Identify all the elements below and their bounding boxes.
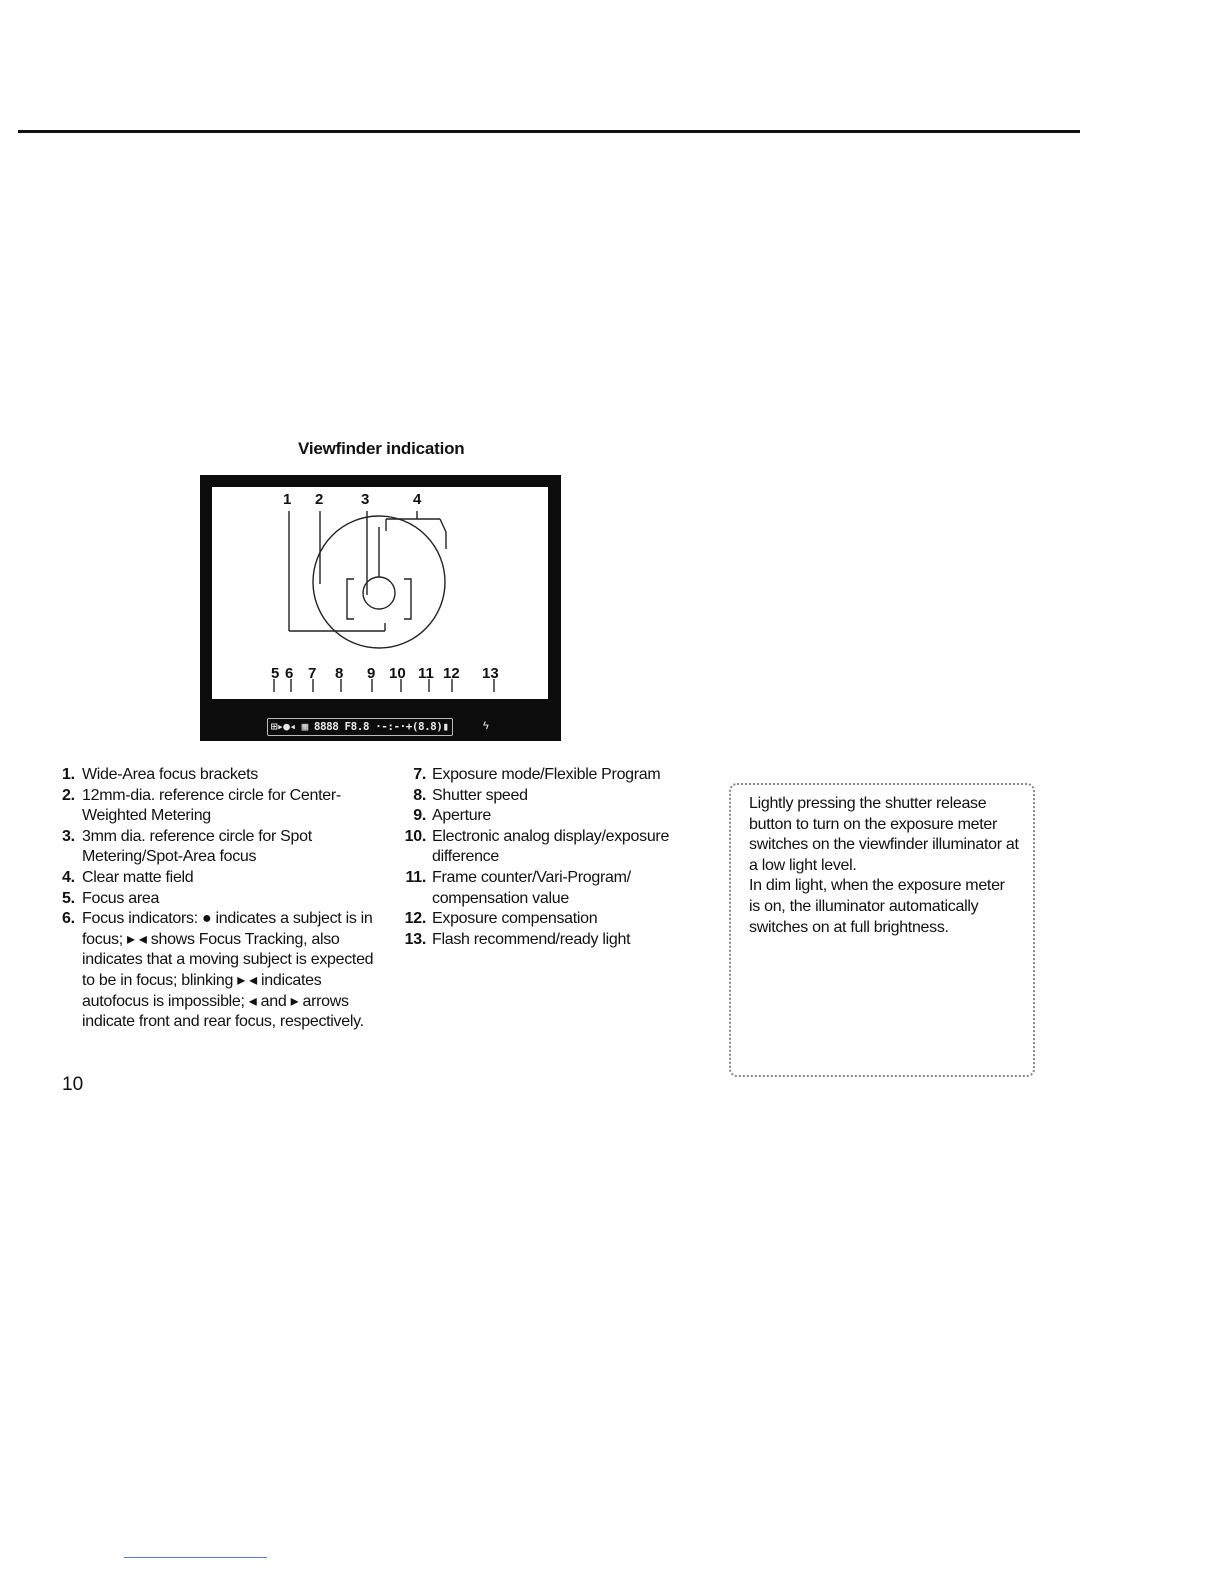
list-item-number: 3.	[62, 827, 75, 845]
list-item	[396, 909, 706, 930]
list-item-text: Frame counter/Vari-Program/ compensation value	[432, 868, 631, 907]
callout-4: 4	[413, 491, 422, 508]
legend-list-left	[62, 765, 382, 1033]
callout-1: 1	[283, 491, 292, 508]
callout-13: 13	[482, 665, 499, 682]
list-item-number: 1.	[62, 766, 75, 783]
list-item	[62, 868, 382, 889]
viewfinder-diagram	[200, 475, 561, 741]
focus-bracket-right	[404, 579, 411, 619]
footer-underline	[124, 1557, 267, 1558]
list-item-text: Shutter speed	[432, 786, 528, 804]
list-item-number: 9.	[413, 807, 426, 825]
note-paragraph: Lightly pressing the shutter release button to turn on the exposure meter switches on the viewfinder illuminator at a low light level.	[749, 795, 1019, 874]
callout-10: 10	[389, 665, 406, 682]
page-number: 10	[62, 1074, 84, 1095]
list-item	[396, 868, 706, 909]
callout-7: 7	[308, 665, 317, 682]
list-item-number: 12.	[404, 910, 426, 928]
list-item-text: Aperture	[432, 807, 491, 825]
note-paragraph: In dim light, when the exposure meter is on, the illuminator automatically switches on at full brightness.	[749, 877, 1005, 936]
list-item	[396, 765, 706, 786]
list-item-text: Focus indicators: ● indicates a subject is in focus; ▸ ◂ shows Focus Tracking, also indicates that a moving subject is expected to be in focus; blinking ▸ ◂ indicates autofocus is impossible; ◂ and ▸ arrows indicate front and rear focus, respectively.	[82, 910, 374, 1031]
list-item-number: 8.	[413, 786, 426, 804]
spot-circle	[363, 577, 395, 609]
list-item-text: Flash recommend/ready light	[432, 930, 631, 948]
list-item	[396, 806, 706, 827]
callout-8: 8	[335, 665, 344, 682]
list-item	[396, 827, 706, 868]
list-item-text: Exposure compensation	[432, 910, 598, 928]
list-item-number: 10.	[404, 827, 426, 845]
list-item-text: 3mm dia. reference circle for Spot Metering/Spot-Area focus	[82, 827, 312, 866]
list-item	[62, 827, 382, 868]
viewfinder-lcd-readout: ⊞▸●◂ ▦ 8888 F8.8 ·-:-·+(8.8)▮	[267, 718, 453, 736]
list-item-number: 6.	[62, 910, 75, 928]
focus-bracket-left	[347, 579, 354, 619]
list-item-text: 12mm-dia. reference circle for Center-Weighted Metering	[82, 786, 341, 825]
section-heading: Viewfinder indication	[298, 439, 465, 458]
legend-list-right	[396, 765, 706, 950]
list-item-text: Clear matte field	[82, 868, 194, 886]
list-item	[62, 786, 382, 827]
callout-6: 6	[285, 665, 294, 682]
leader-line-4-diagonal	[440, 519, 446, 532]
list-item-number: 4.	[62, 868, 75, 886]
note-text	[749, 794, 1019, 938]
callout-2: 2	[315, 491, 324, 508]
list-item-text: Exposure mode/Flexible Program	[432, 766, 661, 783]
callout-9: 9	[367, 665, 376, 682]
callout-5: 5	[271, 665, 280, 682]
list-item-number: 5.	[62, 889, 75, 907]
list-item	[62, 909, 382, 1033]
list-item	[62, 889, 382, 910]
list-item-number: 7.	[413, 766, 426, 783]
list-item	[396, 930, 706, 951]
list-item	[62, 765, 382, 786]
flash-ready-icon: ϟ	[483, 720, 489, 732]
list-item-number: 2.	[62, 786, 75, 804]
callout-12: 12	[443, 665, 460, 682]
header-rule	[18, 130, 1080, 133]
list-item-text: Wide-Area focus brackets	[82, 766, 258, 783]
list-item-text: Electronic analog display/exposure difference	[432, 827, 670, 866]
list-item-text: Focus area	[82, 889, 160, 907]
list-item	[396, 786, 706, 807]
list-item-number: 13.	[404, 930, 426, 948]
callout-11: 11	[418, 665, 434, 682]
callout-3: 3	[361, 491, 370, 508]
list-item-number: 11.	[405, 868, 426, 886]
